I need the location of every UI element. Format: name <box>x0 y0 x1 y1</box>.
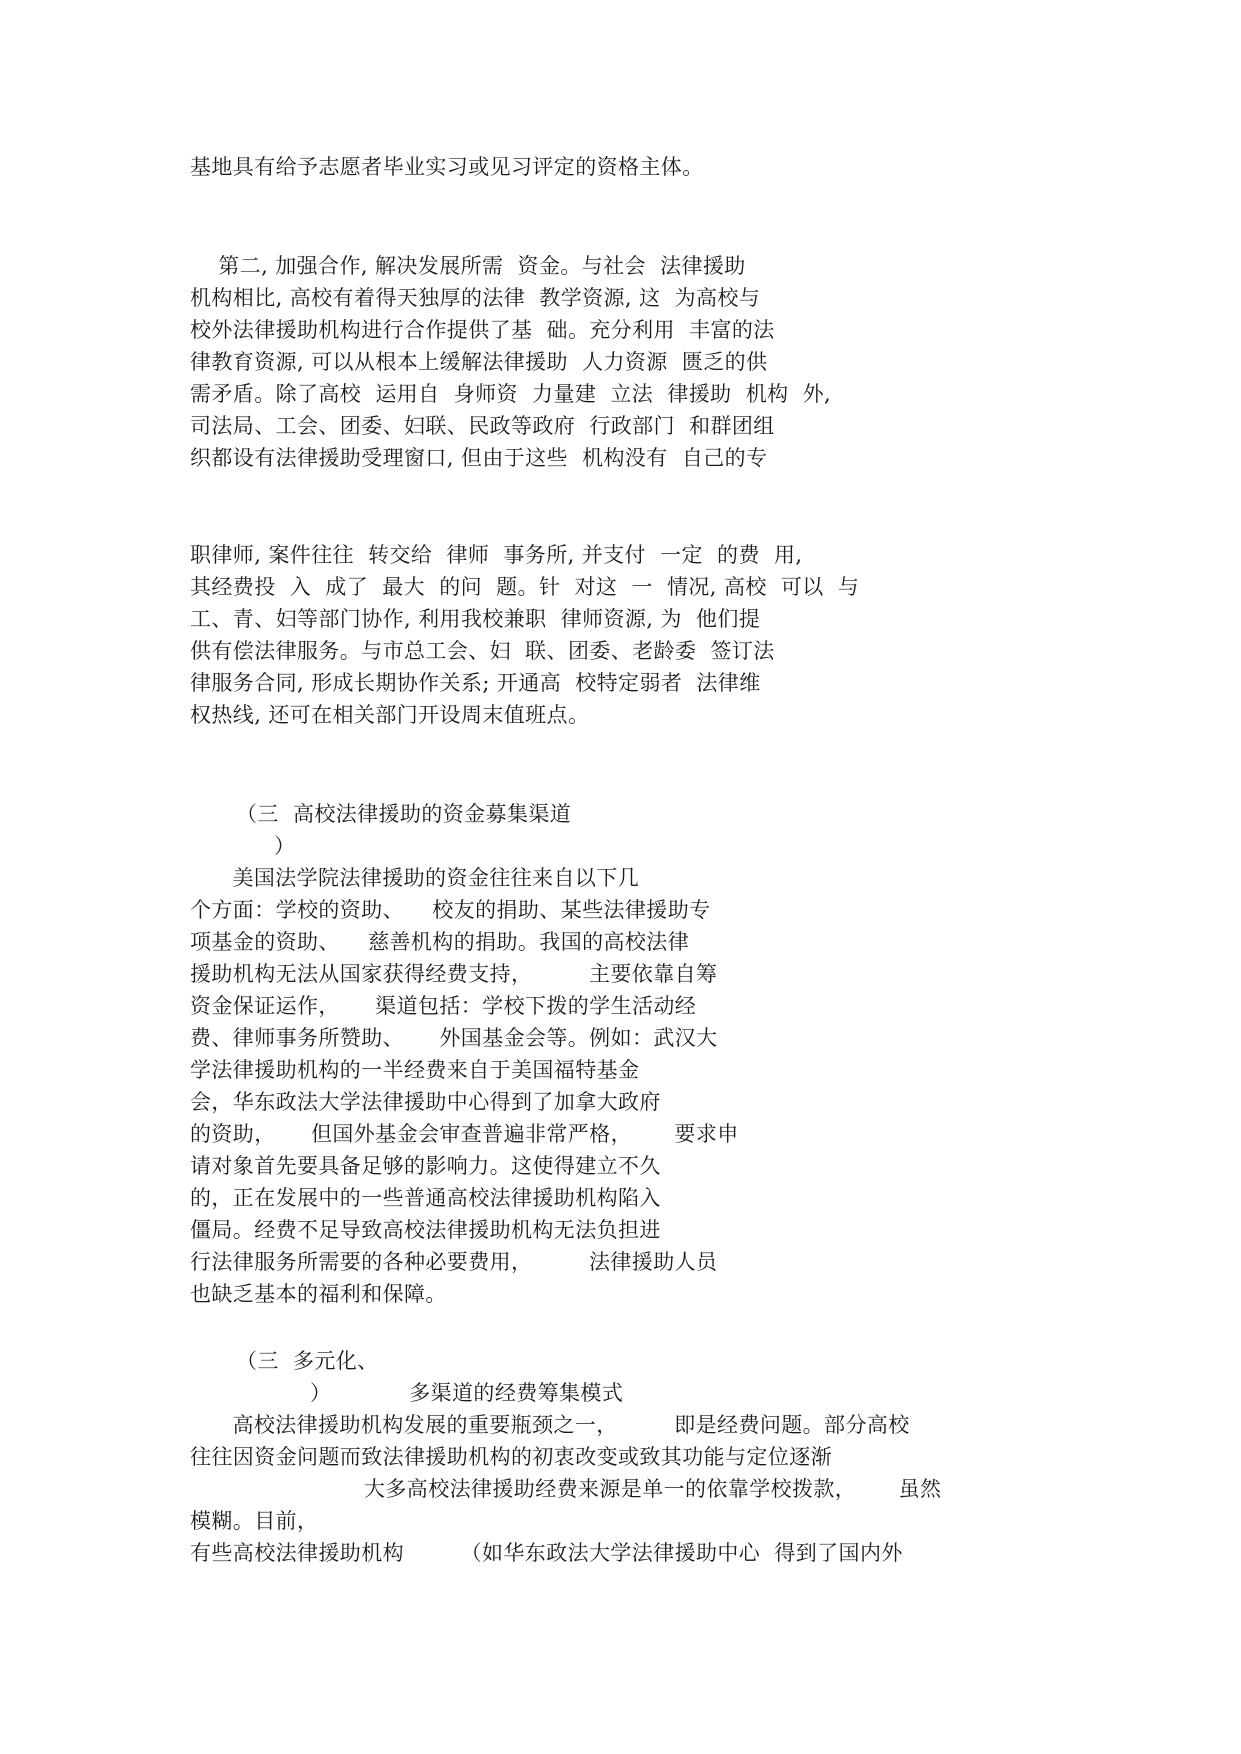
text-line: 的资助， 但国外基金会审查普遍非常严格， 要求申 <box>190 1122 739 1146</box>
text-line: 工、青、妇等部门协作, 利用我校兼职 律师资源, 为 他们提 <box>190 607 761 631</box>
text-line: 供有偿法律服务。与市总工会、妇 联、团委、老龄委 签订法 <box>190 639 775 663</box>
section-heading: （三 高校法律援助的资金募集渠道 <box>236 802 572 826</box>
text-line: 基地具有给予志愿者毕业实习或见习评定的资格主体。 <box>190 155 704 179</box>
text-line: 也缺乏基本的福利和保障。 <box>190 1282 447 1306</box>
text-line: 职律师, 案件往往 转交给 律师 事务所, 并支付 一定 的费 用, <box>190 543 803 567</box>
text-line: 往往因资金问题而致法律援助机构的初衷改变或致其功能与定位逐渐 <box>190 1445 832 1469</box>
text-line: 需矛盾。除了高校 运用自 身师资 力量建 立法 律援助 机构 外, <box>190 382 832 406</box>
text-line: 援助机构无法从国家获得经费支持， 主要依靠自筹 <box>190 962 718 986</box>
section-heading: （三 多元化、 <box>236 1349 379 1373</box>
text-line: 织都设有法律援助受理窗口, 但由于这些 机构没有 自己的专 <box>190 446 768 470</box>
text-line: 模糊。目前， <box>190 1509 319 1533</box>
text-line: 权热线, 还可在相关部门开设周末值班点。 <box>190 703 590 727</box>
text-line: 个方面：学校的资助、 校友的捐助、某些法律援助专 <box>190 898 711 922</box>
section-heading-close: ） <box>274 834 296 858</box>
text-line: 请对象首先要具备足够的影响力。这使得建立不久 <box>190 1154 661 1178</box>
text-line: 资金保证运作， 渠道包括：学校下拨的学生活动经 <box>190 994 697 1018</box>
text-line: 美国法学院法律援助的资金往往来自以下几 <box>190 866 640 890</box>
text-line: 行法律服务所需要的各种必要费用， 法律援助人员 <box>190 1250 718 1274</box>
text-line: 校外法律援助机构进行合作提供了基 础。充分利用 丰富的法 <box>190 318 775 342</box>
text-line: 第二, 加强合作, 解决发展所需 资金。与社会 法律援助 <box>190 254 746 278</box>
section-heading-subtitle: ） 多渠道的经费筹集模式 <box>310 1381 624 1405</box>
text-line: 高校法律援助机构发展的重要瓶颈之一， 即是经费问题。部分高校 <box>190 1413 910 1437</box>
text-line: 有些高校法律援助机构 （如华东政法大学法律援助中心 得到了国内外 <box>190 1541 903 1565</box>
text-line: 大多高校法律援助经费来源是单一的依靠学校拨款， 虽然 <box>364 1477 942 1501</box>
text-line: 机构相比, 高校有着得天独厚的法律 教学资源, 这 为高校与 <box>190 286 761 310</box>
text-line: 会，华东政法大学法律援助中心得到了加拿大政府 <box>190 1090 661 1114</box>
text-line: 学法律援助机构的一半经费来自于美国福特基金 <box>190 1058 640 1082</box>
text-line: 律服务合同, 形成长期协作关系; 开通高 校特定弱者 法律维 <box>190 671 761 695</box>
text-line: 其经费投 入 成了 最大 的问 题。针 对这 一 情况, 高校 可以 与 <box>190 575 860 599</box>
text-line: 费、律师事务所赞助、 外国基金会等。例如：武汉大 <box>190 1026 718 1050</box>
text-line: 律教育资源, 可以从根本上缓解法律援助 人力资源 匮乏的供 <box>190 350 768 374</box>
text-line: 的，正在发展中的一些普通高校法律援助机构陷入 <box>190 1186 661 1210</box>
text-line: 司法局、工会、团委、妇联、民政等政府 行政部门 和群团组 <box>190 414 775 438</box>
text-line: 僵局。经费不足导致高校法律援助机构无法负担进 <box>190 1218 661 1242</box>
text-line: 项基金的资助、 慈善机构的捐助。我国的高校法律 <box>190 930 690 954</box>
